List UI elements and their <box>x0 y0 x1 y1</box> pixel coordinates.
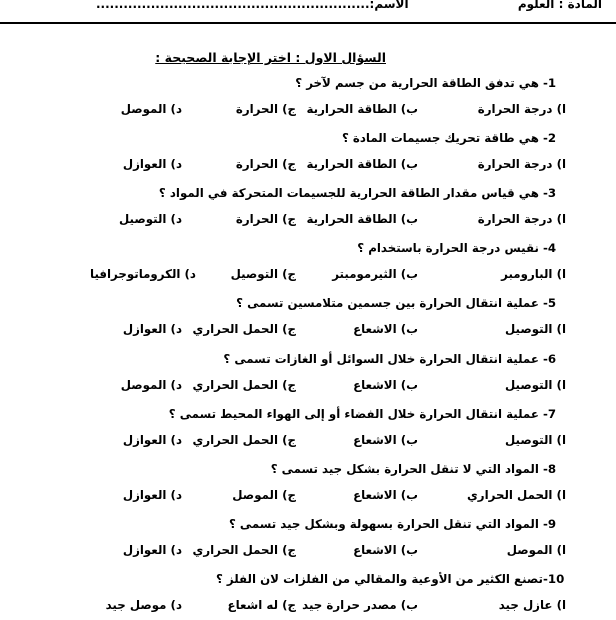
question-text: عملية انتقال الحرارة خلال الفضاء أو إلى الهواء المحيط تسمى ؟ <box>168 407 539 421</box>
question-number: 7- <box>543 407 557 421</box>
option-a: ا) التوصيل <box>505 433 566 447</box>
question-text: هي طاقة تحريك جسيمات المادة ؟ <box>341 131 539 145</box>
option-a: ا) درجة الحرارة <box>477 102 566 116</box>
option-d: د) العوازل <box>122 543 182 557</box>
option-b: ب) الاشعاع <box>353 433 418 447</box>
option-d: د) العوازل <box>122 322 182 336</box>
question-text: عملية انتقال الحرارة بين جسمين متلامسين تسمى ؟ <box>236 296 539 310</box>
option-b: ب) الثيرمومبتر <box>332 267 418 281</box>
question-4 <box>357 241 571 255</box>
option-d: د) الموصل <box>120 378 182 392</box>
option-c: ج) التوصيل <box>230 267 296 281</box>
option-a: ا) الموصل <box>506 543 566 557</box>
question-text: تصنع الكثير من الأوعية والمقالي من الفلزات لان الفلز ؟ <box>215 572 543 586</box>
question-text: هي قياس مقدار الطاقة الحرارية للجسيمات المتحركة في المواد ؟ <box>158 186 539 200</box>
option-b: ب) الاشعاع <box>353 322 418 336</box>
option-b: ب) الاشعاع <box>353 543 418 557</box>
option-c: ج) الحرارة <box>235 102 296 116</box>
option-d: د) موصل جيد <box>105 598 182 612</box>
question-number: 9- <box>543 517 557 531</box>
option-b: ب) الاشعاع <box>353 378 418 392</box>
question-3 <box>159 186 571 200</box>
option-b: ب) الطاقة الحرارية <box>306 157 418 171</box>
question-number: 3- <box>543 186 557 200</box>
option-c: ج) الحمل الحراري <box>192 543 296 557</box>
name-leading-dots: ......................... <box>96 0 210 11</box>
question-7 <box>169 407 571 421</box>
option-d: د) التوصيل <box>119 212 182 226</box>
question-text: هي تدفق الطاقة الحرارية من جسم لآخر ؟ <box>295 76 539 90</box>
section-title: السؤال الاول : اختر الإجابة الصحيحة : <box>155 50 386 65</box>
option-a: ا) عازل جيد <box>498 598 566 612</box>
question-text: المواد التي لا تنقل الحرارة بشكل جيد تسمى ؟ <box>270 462 539 476</box>
option-b: ب) الطاقة الحرارية <box>306 102 418 116</box>
option-a: ا) التوصيل <box>505 378 566 392</box>
option-b: ب) الطاقة الحرارية <box>306 212 418 226</box>
question-text: عملية انتقال الحرارة خلال السوائل أو الغازات تسمى ؟ <box>223 352 539 366</box>
question-text: المواد التي تنقل الحرارة بسهولة وبشكل جيد تسمى ؟ <box>228 517 539 531</box>
question-number: 8- <box>543 462 557 476</box>
header <box>0 0 616 16</box>
option-d: د) الموصل <box>120 102 182 116</box>
option-a: ا) الحمل الحراري <box>466 488 566 502</box>
question-9 <box>229 517 571 531</box>
option-b: ب) مصدر حرارة جيد <box>302 598 418 612</box>
question-8 <box>271 462 571 476</box>
option-c: ج) الحرارة <box>235 157 296 171</box>
option-d: د) العوازل <box>122 157 182 171</box>
question-number: 1- <box>543 76 557 90</box>
question-text: نقيس درجة الحرارة باستخدام ؟ <box>357 241 539 255</box>
question-6 <box>223 352 571 366</box>
option-a: ا) التوصيل <box>505 322 566 336</box>
question-5 <box>236 296 571 310</box>
option-c: ج) الحمل الحراري <box>192 378 296 392</box>
option-d: د) الكروماتوجرافيا <box>90 267 196 281</box>
option-b: ب) الاشعاع <box>353 488 418 502</box>
question-number: 10- <box>543 572 565 586</box>
question-1 <box>295 76 571 90</box>
option-d: د) العوازل <box>122 488 182 502</box>
option-a: ا) درجة الحرارة <box>477 212 566 226</box>
option-c: ج) الموصل <box>232 488 296 502</box>
option-c: ج) له اشعاع <box>227 598 296 612</box>
option-c: ج) الحرارة <box>235 212 296 226</box>
question-2 <box>342 131 571 145</box>
subject-label: المادة : العلوم <box>517 0 602 11</box>
option-d: د) العوازل <box>122 433 182 447</box>
question-number: 6- <box>543 352 557 366</box>
option-c: ج) الحمل الحراري <box>192 433 296 447</box>
question-number: 4- <box>543 241 557 255</box>
option-a: ا) درجة الحرارة <box>477 157 566 171</box>
question-10 <box>216 572 571 586</box>
option-a: ا) البارومبر <box>501 267 566 281</box>
option-c: ج) الحمل الحراري <box>192 322 296 336</box>
question-number: 2- <box>543 131 557 145</box>
header-divider <box>0 22 616 24</box>
name-field: الاسم:............................................................ <box>96 0 409 11</box>
question-number: 5- <box>543 296 557 310</box>
